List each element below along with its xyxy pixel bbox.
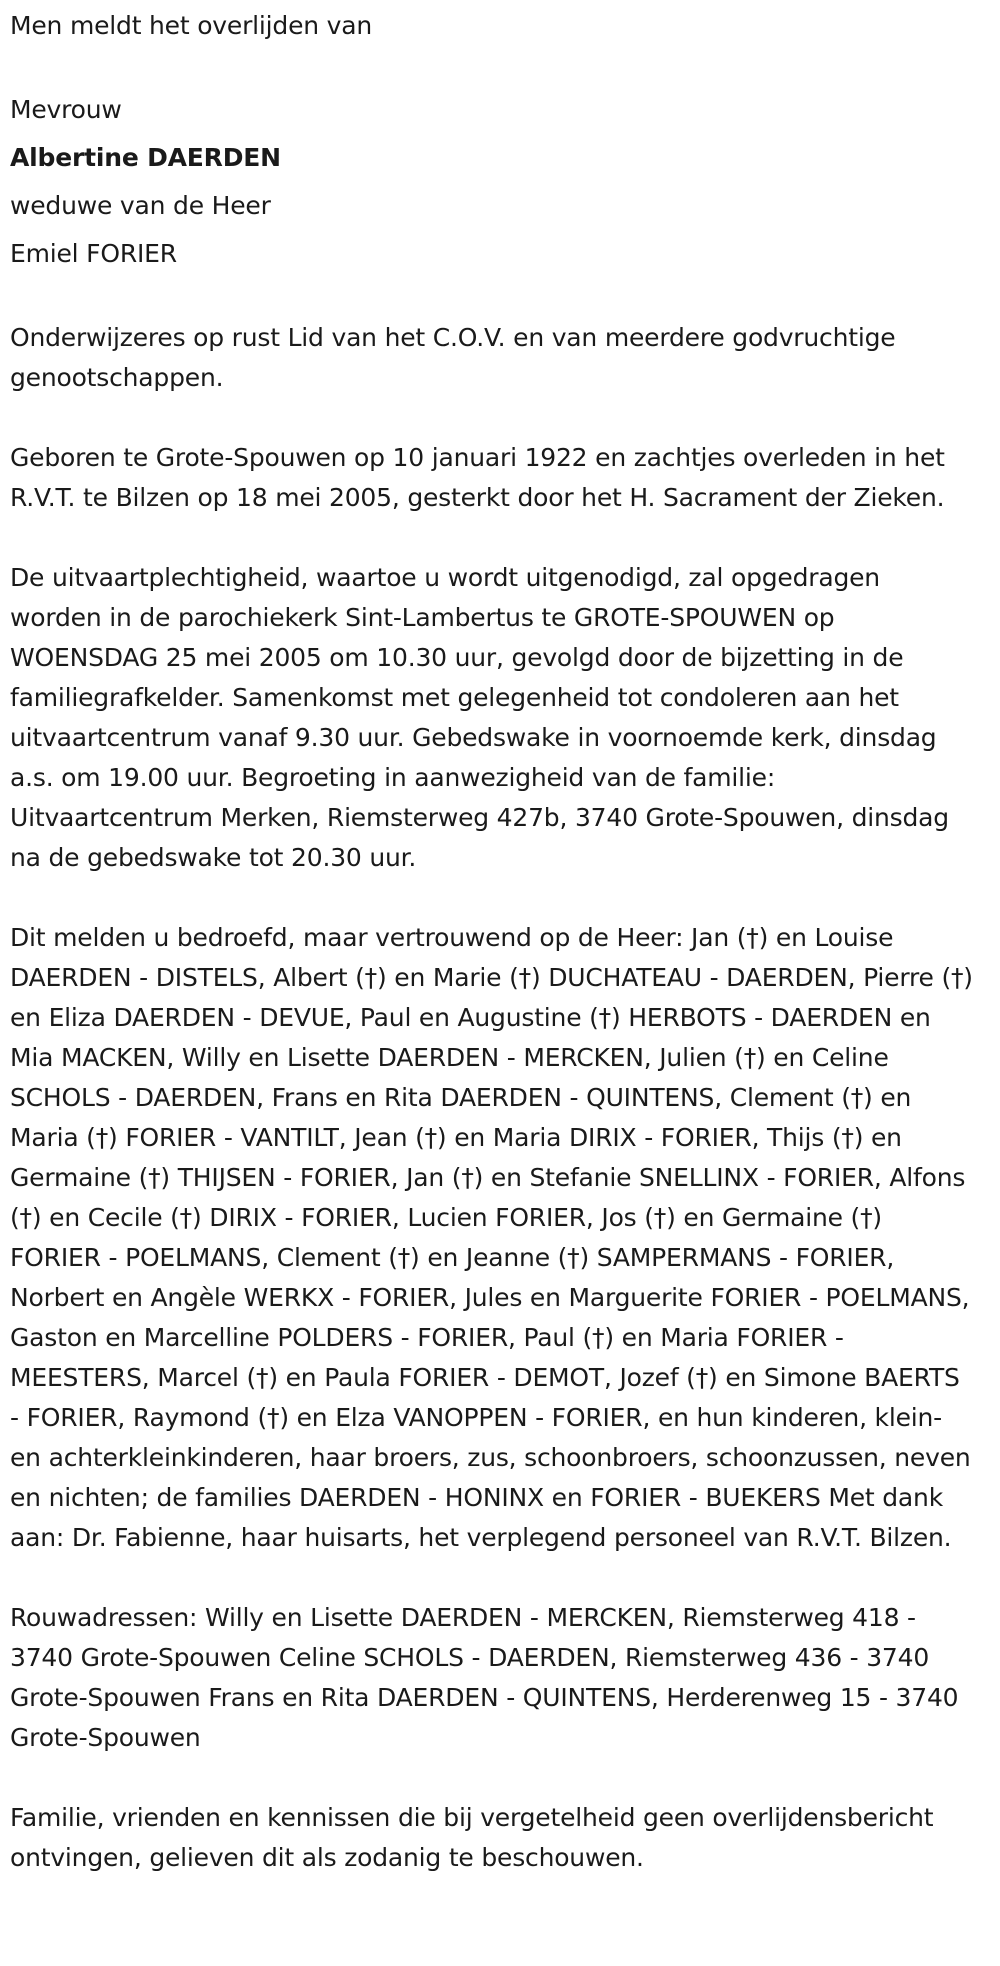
spacer (10, 278, 974, 318)
widow-of-line: weduwe van de Heer (10, 191, 271, 220)
spacer (10, 1558, 974, 1598)
family-paragraph: Dit melden u bedroefd, maar vertrouwend op de Heer: Jan (†) en Louise DAERDEN - DISTELS, Albert (†) en Marie (†) DUCHATEAU - DAERDEN, Pierre (†) en Eliza DAERDEN - DEVUE, Paul en Augustine (†) HERBOTS - DAERDEN en Mia MACKEN, Willy en Lisette DAERDEN - MERCKEN, Julien (†) en Celine SCHOLS - DAERDEN, Frans en Rita DAERDEN - QUINTENS, Clement (†) en Maria (†) FORIER - VANTILT, Jean (†) en Maria DIRIX - FORIER, Thijs (†) en Germaine (†) THIJSEN - FORIER, Jan (†) en Stefanie SNELLINX - FORIER, Alfons (†) en Cecile (†) DIRIX - FORIER, Lucien FORIER, Jos (†) en Germaine (†) FORIER - POELMANS, Clement (†) en Jeanne (†) SAMPERMANS - FORIER, Norbert en Angèle WERKX - FORIER, Jules en Marguerite FORIER - POELMANS, Gaston en Marcelline POLDERS - FORIER, Paul (†) en Maria FORIER - MEESTERS, Marcel (†) en Paula FORIER - DEMOT, Jozef (†) en Simone BAERTS - FORIER, Raymond (†) en Elza VANOPPEN - FORIER, en hun kinderen, klein- en achterkleinkinderen, haar broers, zus, schoonbroers, schoonzussen, neven en nichten; de families DAERDEN - HONINX en FORIER - BUEKERS Met dank aan: Dr. Fabienne, haar huisarts, het verplegend personeel van R.V.T. Bilzen. (10, 923, 973, 1552)
birth-death-paragraph: Geboren te Grote-Spouwen op 10 januari 1922 en zachtjes overleden in het R.V.T. te Bilzen op 18 mei 2005, gesterkt door het H. Sacrament der Zieken. (10, 443, 945, 512)
spacer (10, 46, 974, 86)
deceased-name: Albertine DAERDEN (10, 143, 281, 172)
announcement-line: Men meldt het overlijden van (10, 11, 373, 40)
salutation: Mevrouw (10, 95, 122, 124)
spacer (10, 518, 974, 558)
funeral-paragraph: De uitvaartplechtigheid, waartoe u wordt uitgenodigd, zal opgedragen worden in de parochiekerk Sint-Lambertus te GROTE-SPOUWEN op WOENSDAG 25 mei 2005 om 10.30 uur, gevolgd door de bijzetting in de familiegrafkelder. Samenkomst met gelegenheid tot condoleren aan het uitvaartcentrum vanaf 9.30 uur. Gebedswake in voornoemde kerk, dinsdag a.s. om 19.00 uur. Begroeting in aanwezigheid van de familie: Uitvaartcentrum Merken, Riemsterweg 427b, 3740 Grote-Spouwen, dinsdag na de gebedswake tot 20.30 uur. (10, 563, 949, 872)
closing-paragraph: Familie, vrienden en kennissen die bij vergetelheid geen overlijdensbericht ontvingen, gelieven dit als zodanig te beschouwen. (10, 1803, 934, 1872)
addresses-paragraph: Rouwadressen: Willy en Lisette DAERDEN - MERCKEN, Riemsterweg 418 - 3740 Grote-Spouwen Celine SCHOLS - DAERDEN, Riemsterweg 436 - 3740 Grote-Spouwen Frans en Rita DAERDEN - QUINTENS, Herderenweg 15 - 3740 Grote-Spouwen (10, 1603, 959, 1752)
spacer (10, 398, 974, 438)
occupation-paragraph: Onderwijzeres op rust Lid van het C.O.V. en van meerdere godvruchtige genootschappen. (10, 323, 896, 392)
spouse-name: Emiel FORIER (10, 239, 177, 268)
spacer (10, 1758, 974, 1798)
spacer (10, 878, 974, 918)
